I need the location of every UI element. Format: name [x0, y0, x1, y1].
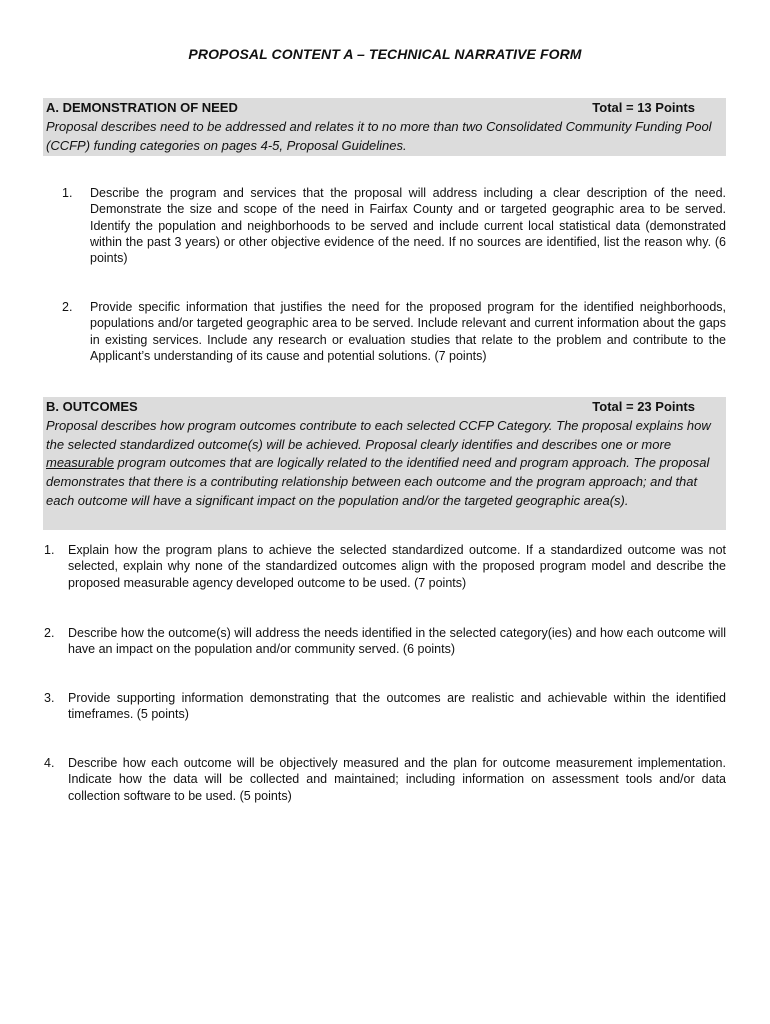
section-b-desc-part1: Proposal describes how program outcomes contribute to each selected CCFP Category. The proposal explains how the selected standardized outcome(s) will be achieved. Proposal clearly identifies and describes one or more — [46, 417, 711, 452]
section-a-box — [43, 98, 726, 156]
section-b-item-4 — [44, 755, 726, 804]
item-text: Provide supporting information demonstrating that the outcomes are realistic and achievable within the identified timeframes. (5 points) — [68, 691, 726, 722]
section-b-header — [46, 398, 723, 417]
section-b-heading: B. OUTCOMES — [46, 399, 138, 414]
section-a-total: Total = 13 Points — [592, 100, 695, 115]
item-number: 3. — [44, 691, 55, 705]
item-text: Provide specific information that justifies the need for the proposed program for the identified neighborhoods, populations and/or targeted geographic area to be served. Include relevant and current information about the gaps in existing services. Include any research or evaluation studies that relate to the problem and contribute to the Applicant’s understanding of its cause and potential solutions. (7 points) — [90, 300, 726, 363]
item-text: Describe the program and services that the proposal will address including a clear description of the need. Demonstrate the size and scope of the need in Fairfax County and or targeted geographic area to be served. Identify the population and neighborhoods to be served and include current local statistical data (demonstrated within the past 3 years) or other objective evidence of the need. If no sources are identified, list the reason why. (6 points) — [90, 186, 726, 266]
item-number: 2. — [44, 626, 55, 640]
item-text: Describe how each outcome will be objectively measured and the plan for outcome measurement implementation. Indicate how the data will be collected and maintained; including information on assessment tools and/or data collection software to be used. (5 points) — [68, 756, 726, 803]
item-number: 4. — [44, 756, 55, 770]
section-a-header — [46, 99, 723, 118]
item-number: 1. — [62, 186, 73, 200]
section-b-desc-part2: program outcomes that are logically related to the identified need and program approach. The proposal demonstrates that there is a contributing relationship between each outcome and the program approach; and that each outcome will have a significant impact on the population and/or the targeted geographic area(s). — [46, 455, 710, 508]
section-a-heading: A. DEMONSTRATION OF NEED — [46, 100, 238, 115]
section-b-item-2 — [44, 625, 726, 658]
item-number: 2. — [62, 300, 73, 314]
section-b-box — [43, 397, 726, 530]
page-title: PROPOSAL CONTENT A – TECHNICAL NARRATIVE FORM — [188, 46, 582, 62]
item-number: 1. — [44, 543, 55, 557]
section-b-description — [46, 417, 723, 511]
item-text: Explain how the program plans to achieve the selected standardized outcome. If a standardized outcome was not selected, explain why none of the standardized outcomes align with the proposed program model and describe the proposed measurable agency developed outcome to be used. (7 points) — [68, 543, 726, 590]
section-b-item-1 — [44, 542, 726, 591]
section-b-item-3 — [44, 690, 726, 723]
item-text: Describe how the outcome(s) will address the needs identified in the selected category(ies) and how each outcome will have an impact on the population and/or community served. (6 points) — [68, 626, 726, 657]
section-a-item-2 — [62, 299, 726, 364]
measurable-underlined: measurable — [46, 455, 114, 471]
section-a-item-1 — [62, 185, 726, 266]
section-b-total: Total = 23 Points — [592, 399, 695, 414]
section-a-description: Proposal describes need to be addressed and relates it to no more than two Consolidated Community Funding Pool (CCFP) funding categories on pages 4-5, Proposal Guidelines. — [46, 118, 712, 153]
